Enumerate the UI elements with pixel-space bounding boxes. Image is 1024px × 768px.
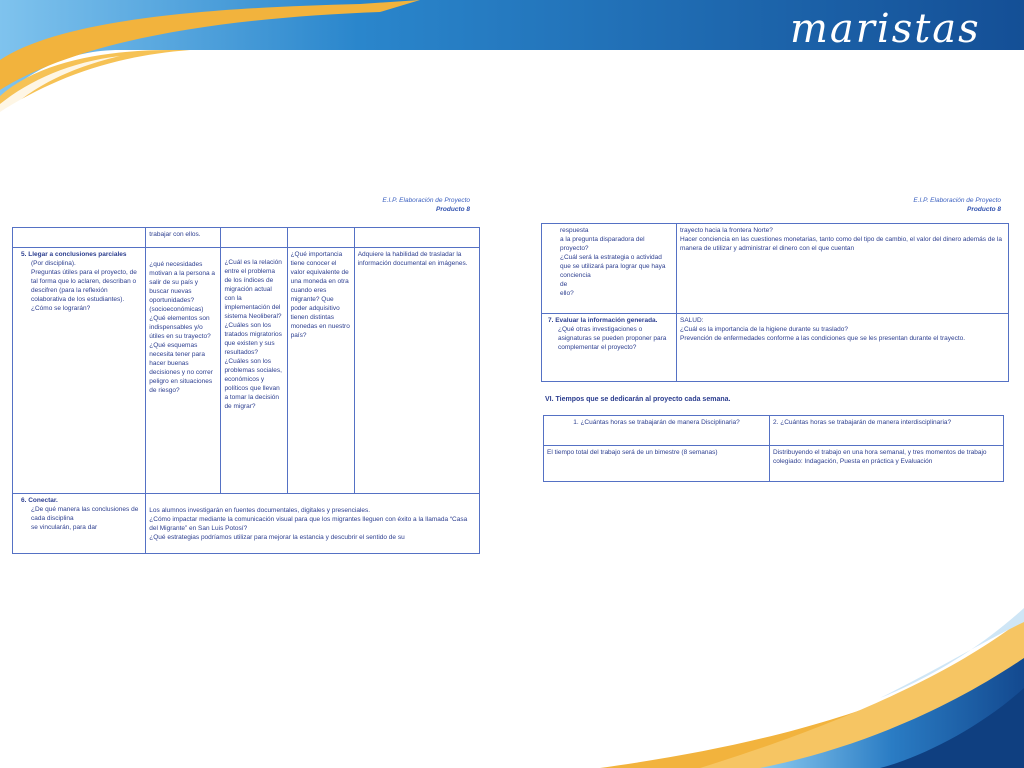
footer-banner	[0, 608, 1024, 768]
table-cell: El tiempo total del trabajo será de un bimestre (8 semanas)	[544, 446, 770, 482]
document-page-right	[541, 196, 1011, 482]
step-title: 7. Evaluar la información generada.	[548, 317, 658, 324]
table-row	[544, 416, 1004, 446]
table-header-cell: 2. ¿Cuántas horas se trabajarán de manera interdisciplinaria?	[770, 416, 1004, 446]
project-table-right	[541, 223, 1009, 382]
page-header-title: E.I.P. Elaboración de Proyecto	[913, 197, 1001, 204]
table-cell: ¿qué necesidades motivan a la persona a salir de su país y buscar nuevas oportunidades? (socioeconómicas) ¿Qué elementos son indispensables y/o útiles en su trayecto? ¿Qué esquemas necesita tener para hacer buenas decisiones y no correr peligro en situaciones de riesgo?	[146, 248, 221, 494]
document-page-left	[12, 196, 480, 554]
table-cell: ¿Qué importancia tiene conocer el valor equivalente de una moneda en otra cuando eres migrante? Que poder adquisitivo tienen distintas monedas en nuestro país?	[287, 248, 354, 494]
page-header-product: Producto 8	[436, 206, 470, 213]
table-cell: Los alumnos investigarán en fuentes documentales, digitales y presenciales. ¿Cómo impactar mediante la comunicación visual para que los migrantes lleguen con éxito a la llamada “Casa del Migrante” en San Luis Potosí? ¿Qué estrategias podríamos utilizar para mejorar la estancia y descubrir el sentido de su	[146, 494, 480, 554]
table-cell	[221, 228, 287, 248]
table-cell: Distribuyendo el trabajo en una hora semanal, y tres momentos de trabajo colegiado: Indagación, Puesta en práctica y Evaluación	[770, 446, 1004, 482]
table-cell: trayecto hacia la frontera Norte? Hacer conciencia en las cuestiones monetarias, tanto como del tipo de cambio, el valor del dinero además de la manera de utilizar y administrar el dinero con el que cuentan	[677, 224, 1009, 314]
table-row	[542, 224, 1009, 314]
page-header-product: Producto 8	[967, 206, 1001, 213]
page-header-title: E.I.P. Elaboración de Proyecto	[382, 197, 470, 204]
step-title: 6. Conectar.	[21, 497, 58, 504]
table-cell: SALUD: ¿Cuál es la importancia de la higiene durante su traslado? Prevención de enfermedades conforme a las condiciones que se les presentan durante el trayecto.	[677, 314, 1009, 382]
step-description: ¿De qué manera las conclusiones de cada disciplina se vincularán, para dar	[31, 506, 139, 531]
table-row	[542, 314, 1009, 382]
step-description: ¿Qué otras investigaciones o asignaturas se pueden proponer para complementar el proyecto?	[558, 326, 667, 351]
time-table	[543, 415, 1004, 482]
table-cell: Adquiere la habilidad de trasladar la información documental en imágenes.	[354, 248, 479, 494]
page-header	[12, 196, 480, 214]
page-header	[541, 196, 1011, 214]
table-cell: ¿Cuál es la relación entre el problema de los índices de migración actual con la implementación del sistema Neoliberal? ¿Cuáles son los tratados migratorios que existen y sus resultados? ¿Cuáles son los problemas sociales, económicos y políticos que llevan a tomar la decisión de migrar?	[221, 248, 287, 494]
table-cell	[13, 248, 146, 494]
table-row	[13, 248, 480, 494]
table-cell	[13, 494, 146, 554]
section-title: VI. Tiempos que se dedicarán al proyecto cada semana.	[545, 396, 731, 403]
table-row	[544, 446, 1004, 482]
table-row	[13, 228, 480, 248]
table-row	[13, 494, 480, 554]
step-title: 5. Llegar a conclusiones parciales	[21, 251, 127, 258]
maristas-logo: maristas	[790, 6, 981, 52]
table-cell	[354, 228, 479, 248]
project-table-left	[12, 227, 480, 554]
table-cell: trabajar con ellos.	[146, 228, 221, 248]
table-cell: respuesta a la pregunta disparadora del proyecto? ¿Cuál será la estrategia o actividad que se utilizará para lograr que haya conciencia de ello?	[542, 224, 677, 314]
step-description: (Por disciplina). Preguntas útiles para el proyecto, de tal forma que lo aclaren, describan o descifren (para la reflexión colaborativa de los estudiantes). ¿Cómo se lograrán?	[31, 260, 137, 312]
table-cell	[542, 314, 677, 382]
table-header-cell: 1. ¿Cuántas horas se trabajarán de manera Disciplinaria?	[544, 416, 770, 446]
table-cell	[13, 228, 146, 248]
table-cell	[287, 228, 354, 248]
